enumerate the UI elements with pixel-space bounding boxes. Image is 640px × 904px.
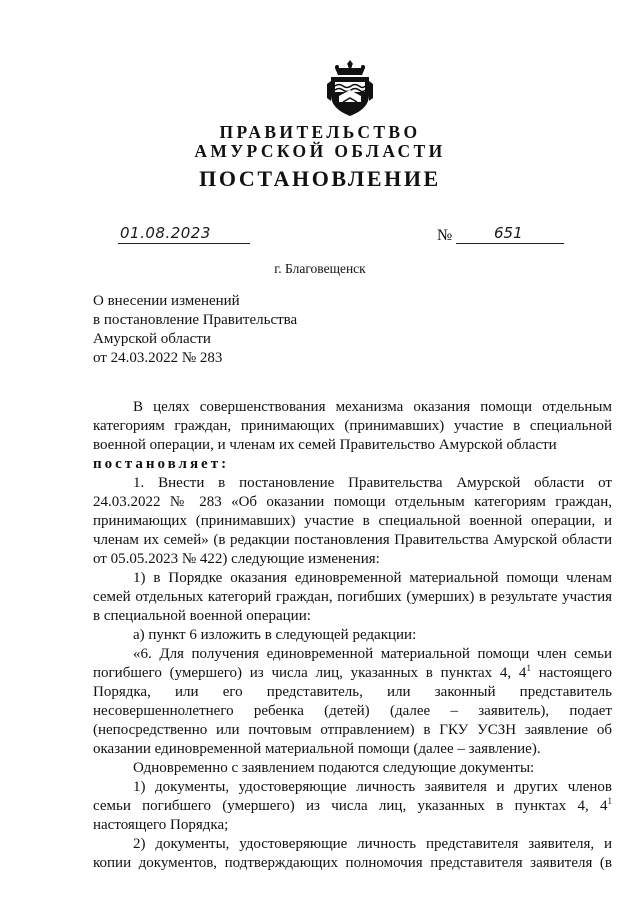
body-line: 1) в Порядке оказания единовременной материальной помощи членам <box>133 570 612 586</box>
body-line: копии документов, подтверждающих полномочия представителя заявителя (в <box>93 855 612 871</box>
body-line-part: погибшего (умершего) из числа лиц, указанных в пунктах 4, 4 <box>93 665 527 681</box>
date-underline <box>118 243 250 244</box>
body-line: а) пункт 6 изложить в следующей редакции: <box>133 627 417 643</box>
city-label: г. Благовещенск <box>274 261 366 276</box>
body-line: оказании единовременной материальной помощи (далее – заявление). <box>93 741 541 757</box>
superscript: 1 <box>526 663 531 673</box>
number-underline <box>456 243 564 244</box>
handwritten-number: 651 <box>494 224 523 242</box>
body-line: «6. Для получения единовременной материальной помощи член семьи <box>133 646 612 662</box>
subject-line: в постановление Правительства <box>93 312 298 328</box>
document-type-title: ПОСТАНОВЛЕНИЕ <box>199 166 441 191</box>
handwritten-date: 01.08.2023 <box>120 224 211 242</box>
body-line: Порядка, или его представитель, или законный представитель <box>93 684 612 700</box>
body-line: несовершеннолетнего ребенка (детей) (далее – заявитель), подает <box>93 703 612 719</box>
body-line: 1. Внести в постановление Правительства Амурской области от <box>133 475 612 491</box>
body-line: категориям граждан, принимающих (принимавших) участие в специальной <box>93 418 612 434</box>
body-line-with-superscript <box>93 664 612 683</box>
body-line: членам их семей» (в редакции постановления Правительства Амурской области <box>93 532 612 548</box>
number-sign: № <box>437 227 453 244</box>
number-field <box>456 224 564 248</box>
body-line: Одновременно с заявлением подаются следующие документы: <box>133 760 535 776</box>
body-line: в специальной военной операции: <box>93 608 311 624</box>
body-line-part: семьи погибшего (умершего) из числа лиц, указанных в пунктах 4, 4 <box>93 798 608 814</box>
body-line-part: настоящего <box>538 665 612 681</box>
subject-line: от 24.03.2022 № 283 <box>93 350 223 366</box>
body-line: 2) документы, удостоверяющие личность представителя заявителя, и <box>133 836 612 852</box>
body-line-with-superscript <box>93 797 612 816</box>
body-line: В целях совершенствования механизма оказания помощи отдельным <box>133 399 612 415</box>
body-line: 24.03.2022 № 283 «Об оказании помощи отдельным категориям граждан, <box>93 494 612 510</box>
body-line: настоящего Порядка; <box>93 817 229 833</box>
body-line: от 05.05.2023 № 422) следующие изменения: <box>93 551 380 567</box>
body-line: (непосредственно или почтовым отправлением) в ГКУ УСЗН заявление об <box>93 722 612 738</box>
resolves-word: постановляет: <box>93 456 230 472</box>
body-line: семей отдельных категорий граждан, погибших (умерших) в результате участия <box>93 589 612 605</box>
subject-line: Амурской области <box>93 331 211 347</box>
government-title-line2: АМУРСКОЙ ОБЛАСТИ <box>194 141 446 161</box>
subject-line: О внесении изменений <box>93 293 240 309</box>
superscript: 1 <box>607 796 612 806</box>
subject-block <box>93 292 297 368</box>
coat-of-arms-icon <box>325 58 375 118</box>
body-line: принимающих (принимавших) участие в специальной военной операции, и <box>93 513 612 529</box>
date-field <box>118 224 250 248</box>
body-line: военной операции, и членам их семей Правительство Амурской области <box>93 437 557 453</box>
government-title-line1: ПРАВИТЕЛЬСТВО <box>219 122 421 142</box>
body-line: 1) документы, удостоверяющие личность заявителя и других членов <box>133 779 612 795</box>
document-body <box>93 398 612 873</box>
